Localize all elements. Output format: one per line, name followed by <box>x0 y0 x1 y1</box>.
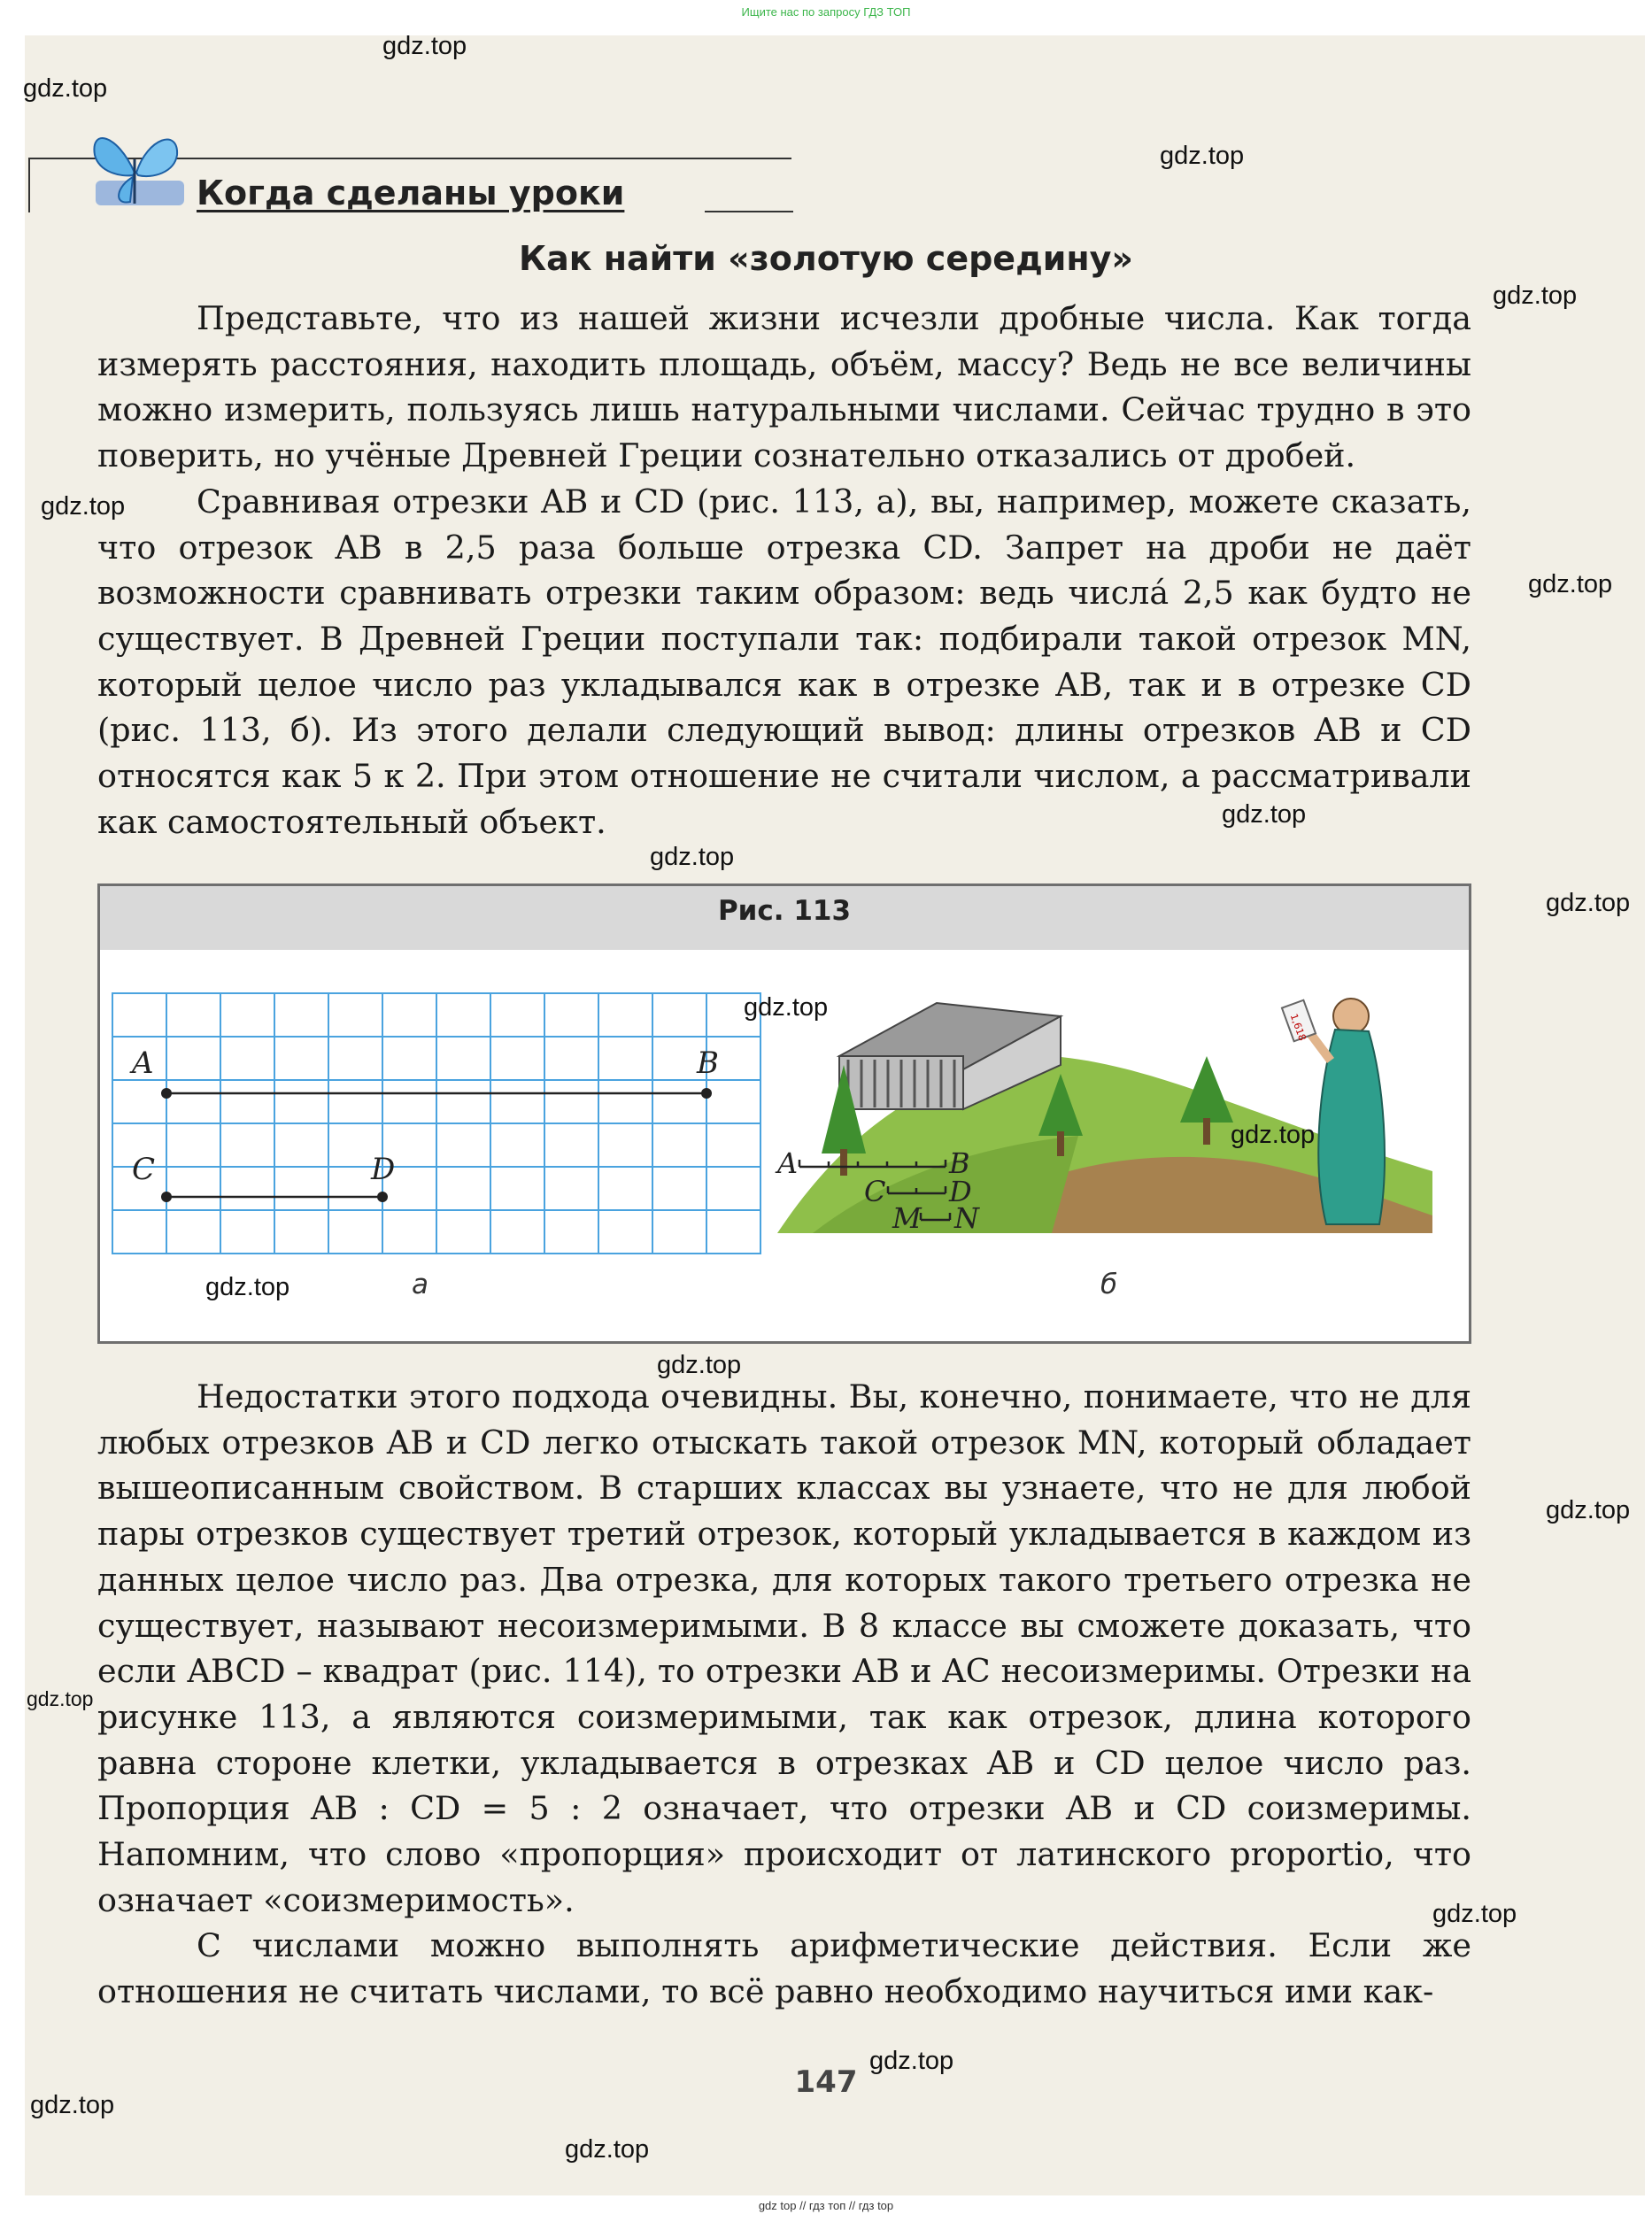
text-after-figure <box>97 1374 1471 2015</box>
watermark: gdz.top <box>382 32 467 60</box>
figure-caption-bar <box>100 886 1469 950</box>
label-c: C <box>132 1152 156 1187</box>
watermark: gdz.top <box>27 1687 94 1710</box>
butterfly-icon <box>81 124 188 212</box>
bottom-note: gdz top // гдз топ // гдз top <box>758 2199 894 2212</box>
point-b <box>701 1088 712 1099</box>
top-note: Ищите нас по запросу ГДЗ ТОП <box>741 5 911 19</box>
page-title: Как найти «золотую середину» <box>519 239 1133 278</box>
svg-text:1,618: 1,618 <box>1287 1012 1308 1043</box>
scene-label-n: N <box>954 1201 979 1235</box>
paragraph-3: Недостатки этого подхода очевидны. Вы, конечно, понимаете, что не для любых отрезков AB и CD легко отыскать такой отрезок MN, который обладает вышеописанным свойством. В старших классах вы узнаете, что не для любой пары отрезков существует третий отрезок, который укладывается в каждом из данных целое число раз. Два отрезка, для которых такого третьего отрезка не существует, называют несоизмеримыми. В 8 классе вы сможете доказать, что если ABCD – квадрат (рис. 114), то отрезки AB и AC несоизмеримы. Отрезки на рисунке 113, а являются соизмеримыми, так как отрезок, длина которого равна стороне клетки, укладывается в отрезках AB и CD целое число раз. Пропорция AB : CD = 5 : 2 означает, что отрезки AB и CD соизмеримы. Напомним, что слово «пропорция» происходит от латинского proportio, что означает «соизмеримость». <box>97 1377 1471 1919</box>
point-a <box>161 1088 172 1099</box>
watermark: gdz.top <box>657 1351 742 1379</box>
watermark: gdz.top <box>1160 142 1245 170</box>
scene-label-b: B <box>949 1146 970 1180</box>
watermark: gdz.top <box>1231 1121 1316 1149</box>
paragraph-1: Представьте, что из нашей жизни исчезли дробные числа. Как тогда измерять расстояния, находить площадь, объём, массу? Ведь не все величины можно измерить, пользуясь лишь натуральными числами. Сейчас трудно в это поверить, но учёные Древней Греции сознательно отказались от дробей. <box>97 299 1471 475</box>
watermark: gdz.top <box>1546 1496 1631 1524</box>
watermark: gdz.top <box>565 2135 650 2164</box>
watermark: gdz.top <box>1222 800 1307 829</box>
watermark: gdz.top <box>30 2091 115 2119</box>
scene-label-d: D <box>949 1175 972 1208</box>
page-number: 147 <box>794 2064 858 2100</box>
text-before-figure <box>97 296 1471 845</box>
watermark: gdz.top <box>205 1273 290 1301</box>
paragraph-2: Сравнивая отрезки AB и CD (рис. 113, а), вы, например, можете сказать, что отрезок AB в 2,5 раза больше отрезка CD. Запрет на дроби не даёт возможности сравнивать отрезки таким образом: ведь числа́ 2,5 как будто не существует. В Древней Греции поступали так: подбирали такой отрезок MN, который целое число раз укладывался как в отрезке AB, так и в отрезке CD (рис. 113, б). Из этого делали следующий вывод: длины отрезков AB и CD относятся как 5 к 2. При этом отношение не считали числом, а рассматривали как самостоятельный объект. <box>97 482 1471 841</box>
section-title: Когда сделаны уроки <box>197 174 625 212</box>
scene-label-c: C <box>864 1175 886 1208</box>
watermark: gdz.top <box>23 74 108 103</box>
label-b: B <box>697 1045 719 1081</box>
figure-caption: Рис. 113 <box>717 895 852 927</box>
label-d: D <box>371 1152 396 1187</box>
watermark: gdz.top <box>41 492 126 521</box>
watermark: gdz.top <box>1432 1900 1517 1928</box>
scene-label-a: A <box>777 1146 799 1180</box>
subfigure-label-a: а <box>412 1269 428 1300</box>
label-a: A <box>132 1045 154 1081</box>
watermark: gdz.top <box>1546 889 1631 917</box>
scene-illustration-b <box>760 968 1468 1260</box>
subfigure-label-b: б <box>1100 1269 1118 1300</box>
point-d <box>377 1192 388 1202</box>
figure-113 <box>97 883 1471 1344</box>
watermark: gdz.top <box>744 993 829 1022</box>
paragraph-4: С числами можно выполнять арифметические действия. Если же отношения не считать числами, то всё равно необходимо научиться ими как- <box>97 1926 1471 2011</box>
grid-diagram-a <box>109 990 766 1258</box>
watermark: gdz.top <box>1493 282 1578 310</box>
scene-label-m: M <box>892 1201 922 1235</box>
watermark: gdz.top <box>869 2047 954 2075</box>
watermark: gdz.top <box>650 843 735 871</box>
watermark: gdz.top <box>1528 570 1613 598</box>
point-c <box>161 1192 172 1202</box>
